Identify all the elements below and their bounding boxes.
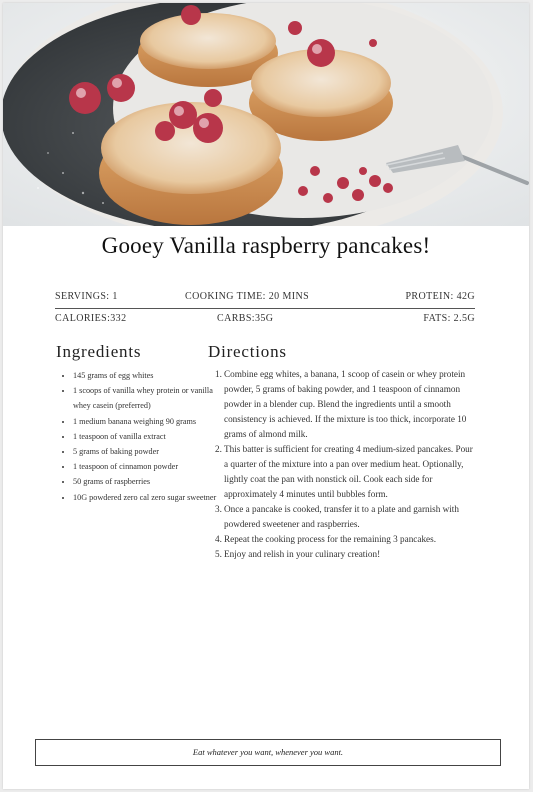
directions-heading: Directions	[208, 342, 287, 361]
protein: PROTEIN: 42G	[405, 291, 475, 302]
list-item: • 1 medium banana weighing 90 grams	[73, 414, 223, 429]
ingredients-list	[59, 368, 223, 505]
servings: SERVINGS: 1	[55, 291, 118, 302]
fats: FATS: 2.5G	[423, 313, 475, 324]
footer-tagline: Eat whatever you want, whenever you want.	[35, 739, 501, 766]
ingredients-heading: Ingredients	[56, 342, 142, 361]
list-item: • 1 teaspoon of vanilla extract	[73, 429, 223, 444]
list-item: • 5 grams of baking powder	[73, 444, 223, 459]
pancake-photo	[3, 3, 529, 226]
stats-divider	[55, 308, 475, 309]
step-text: Once a pancake is cooked, transfer it to a plate and garnish with powdered sweetener and raspberries.	[224, 504, 459, 529]
step-text: This batter is sufficient for creating 4 medium-sized pancakes. Pour a quarter of the mixture into a pan over medium heat. Optionally, lightly coat the pan with nonstick oil. Cook each side for approximately 4 minutes until bubbles form.	[224, 444, 473, 499]
step-number: 2.	[215, 444, 222, 454]
list-item: • 145 grams of egg whites	[73, 368, 223, 383]
step-number: 3.	[215, 504, 222, 514]
direction-step	[215, 532, 477, 547]
direction-step	[215, 442, 477, 502]
list-item: • 10G powdered zero cal zero sugar sweetner	[73, 490, 223, 505]
list-item: • 50 grams of raspberries	[73, 474, 223, 489]
direction-step	[215, 547, 477, 562]
step-text: Combine egg whites, a banana, 1 scoop of casein or whey protein powder, 5 grams of baking powder, and 1 teaspoon of cinnamon powder in a blender cup. Blend the ingredients until a smooth consistency is achieved. If the mixture is too thick, incorporate 10 grams of almond milk.	[224, 369, 467, 439]
calories: CALORIES:332	[55, 313, 127, 324]
recipe-card	[3, 3, 529, 789]
directions-list	[215, 367, 477, 562]
direction-step	[215, 502, 477, 532]
cooking-time: COOKING TIME: 20 MINS	[185, 291, 310, 302]
step-number: 5.	[215, 549, 222, 559]
step-number: 4.	[215, 534, 222, 544]
step-text: Enjoy and relish in your culinary creation!	[224, 549, 381, 559]
step-number: 1.	[215, 369, 222, 379]
direction-step	[215, 367, 477, 442]
list-item: • 1 scoops of vanilla whey protein or vanilla whey casein (preferred)	[73, 383, 223, 413]
recipe-title: Gooey Vanilla raspberry pancakes!	[101, 233, 431, 258]
step-text: Repeat the cooking process for the remaining 3 pancakes.	[224, 534, 437, 544]
carbs: CARBS:35G	[217, 313, 274, 324]
list-item: • 1 teaspoon of cinnamon powder	[73, 459, 223, 474]
